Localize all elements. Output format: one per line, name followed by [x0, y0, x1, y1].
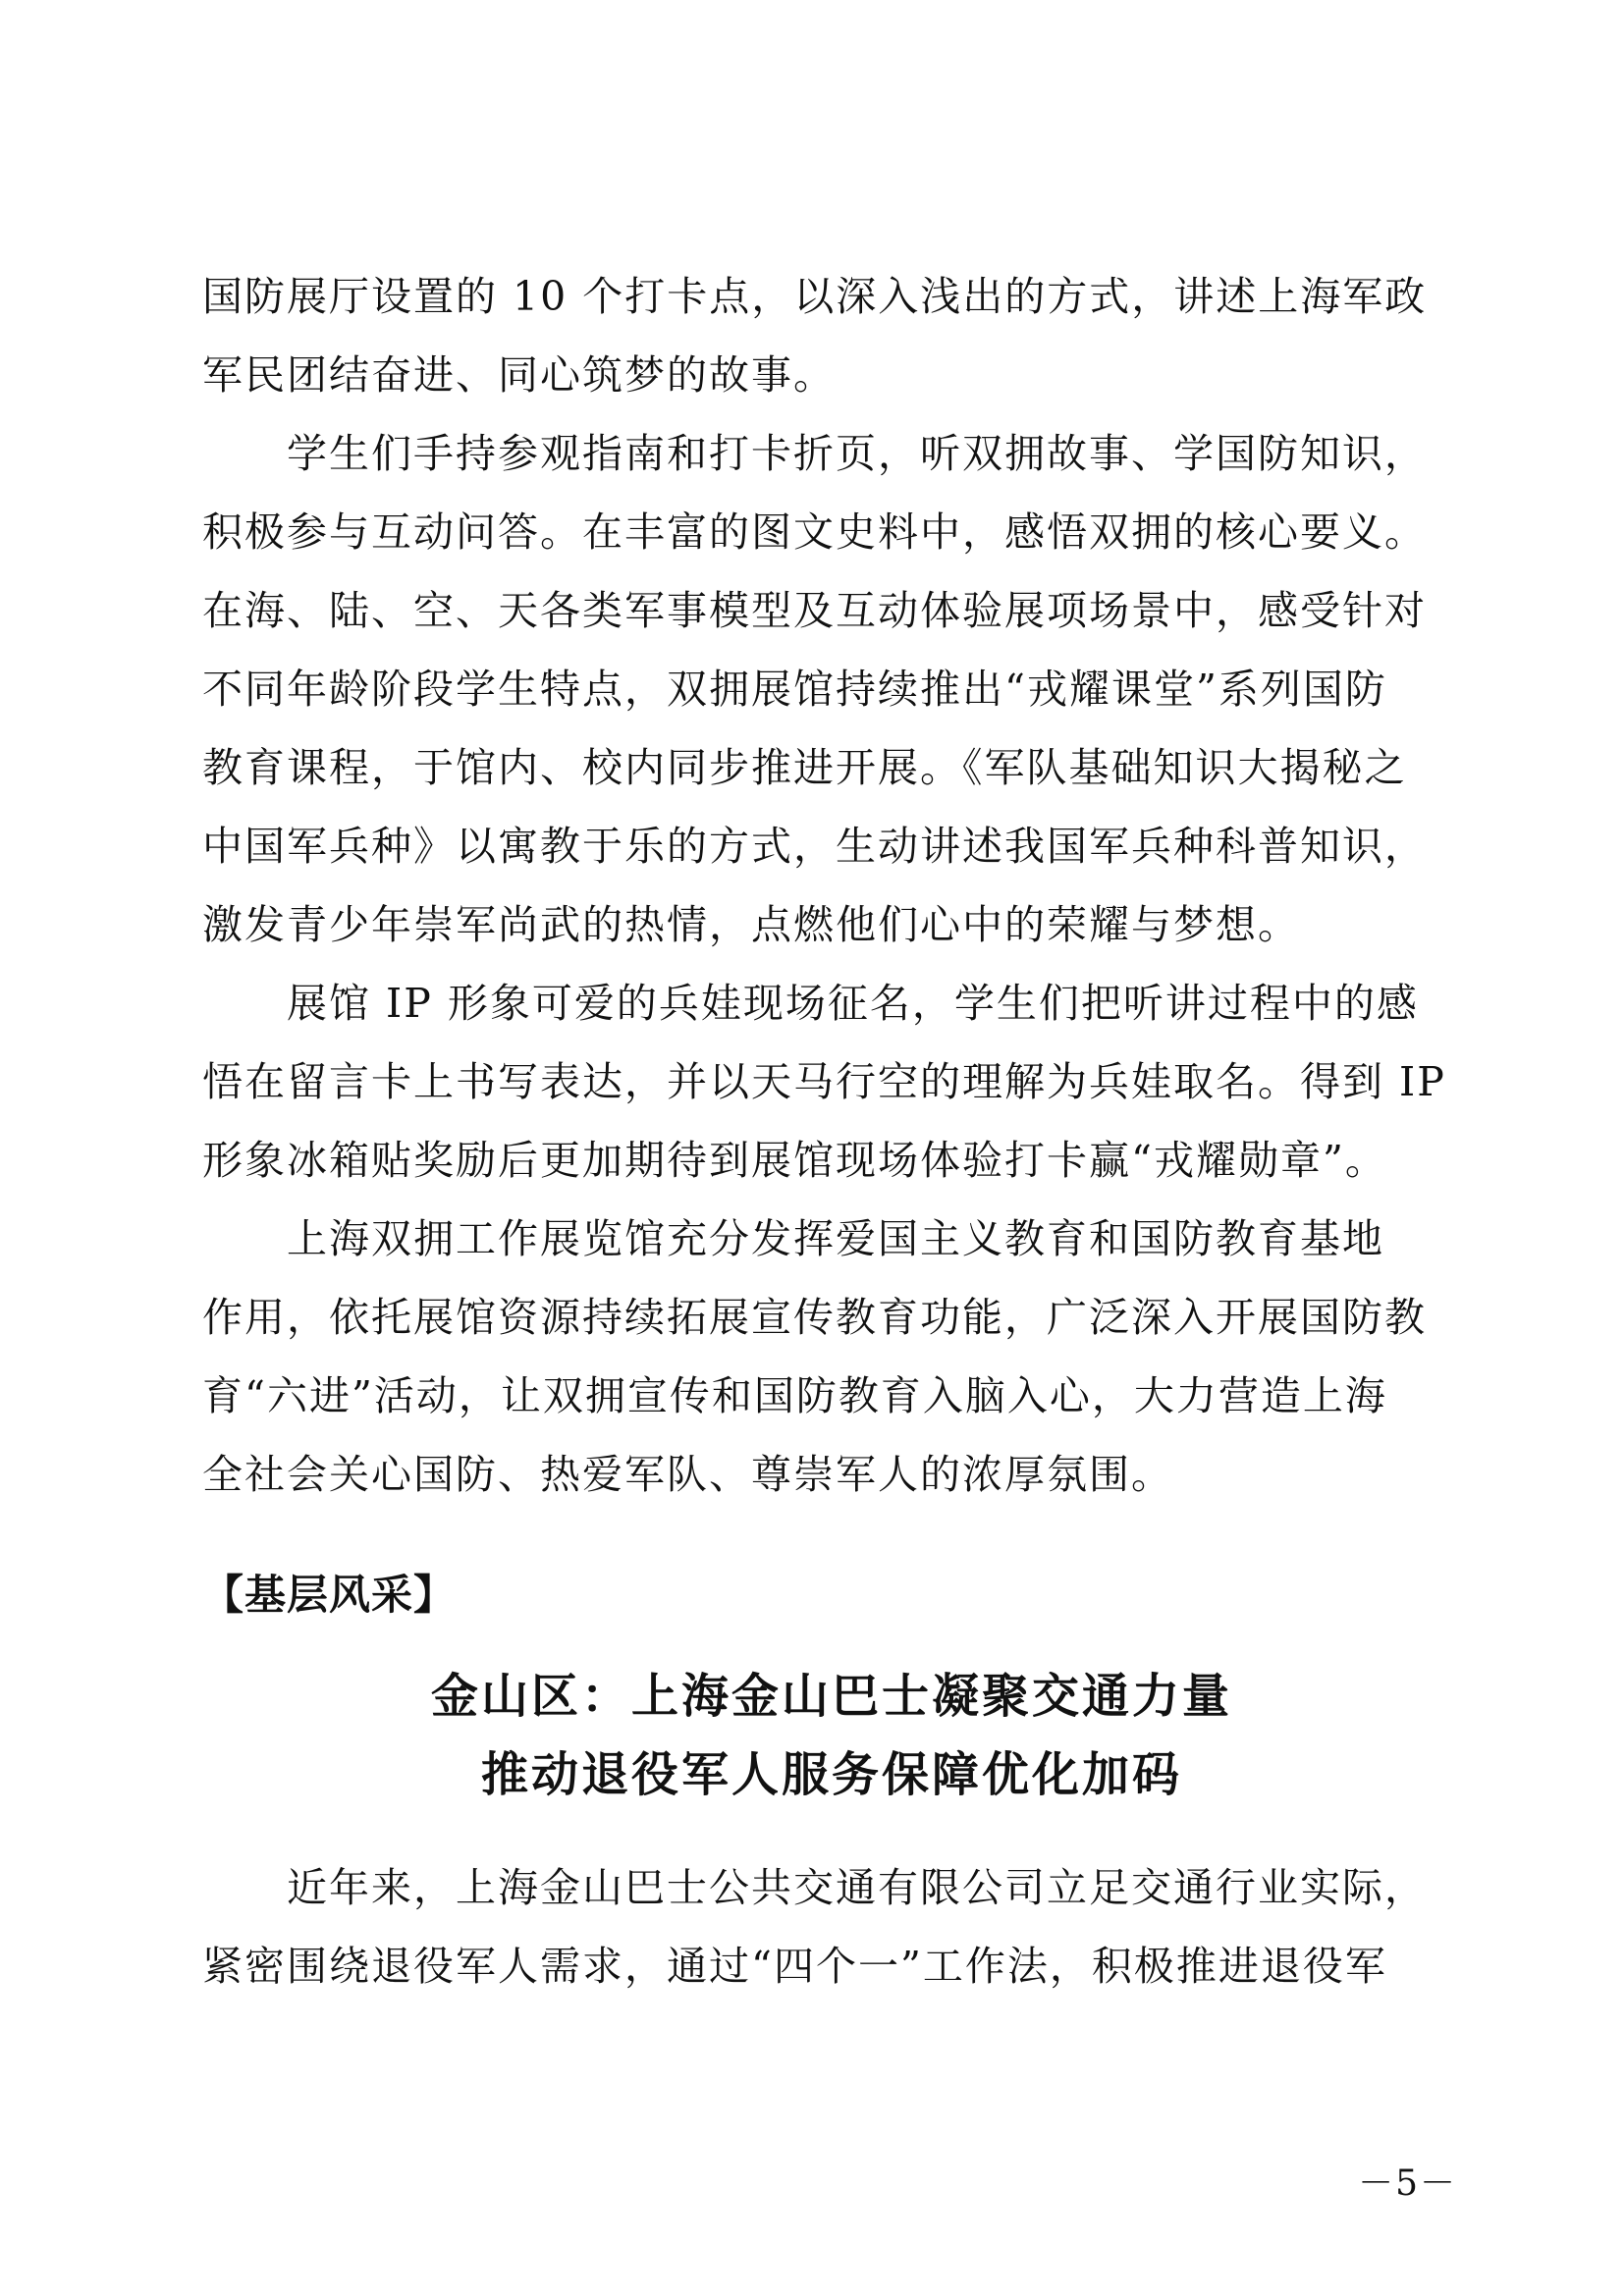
text-line: 学生们手持参观指南和打卡折页，听双拥故事、学国防知识， [202, 430, 1427, 477]
article-body [202, 1848, 1461, 2005]
text-line: 上海双拥工作展览馆充分发挥爱国主义教育和国防教育基地 [202, 1215, 1384, 1262]
text-line: 不同年龄阶段学生特点，双拥展馆持续推出“戎耀课堂”系列国防 [202, 666, 1387, 713]
text-line: 展馆 IP 形象可爱的兵娃现场征名，学生们把听讲过程中的感 [202, 980, 1419, 1027]
text-line: 育“六进”活动，让双拥宣传和国防教育入脑入心，大力营造上海 [202, 1372, 1387, 1419]
section-tag: 【基层风采】 [202, 1571, 457, 1619]
paragraph [202, 964, 1461, 1200]
text-line: 形象冰箱贴奖励后更加期待到展馆现场体验打卡赢“戎耀勋章”。 [202, 1137, 1387, 1184]
text-line: 全社会关心国防、热爱军队、尊崇军人的浓厚氛围。 [202, 1451, 1173, 1498]
paragraph [202, 257, 1461, 414]
page-number: －5－ [1358, 2163, 1457, 2204]
text-line: 中国军兵种》以寓教于乐的方式，生动讲述我国军兵种科普知识， [202, 823, 1427, 870]
text-line: 作用，依托展馆资源持续拓展宣传教育功能，广泛深入开展国防教 [202, 1294, 1427, 1341]
text-line: 悟在留言卡上书写表达，并以天马行空的理解为兵娃取名。得到 IP [202, 1058, 1446, 1105]
text-line: 国防展厅设置的 10 个打卡点，以深入浅出的方式，讲述上海军政 [202, 273, 1428, 320]
article-title-line-1: 金山区：上海金山巴士凝聚交通力量 [430, 1669, 1232, 1724]
text-line: 紧密围绕退役军人需求，通过“四个一”工作法，积极推进退役军 [202, 1943, 1387, 1990]
paragraph [202, 1200, 1461, 1514]
article-title-line-2: 推动退役军人服务保障优化加码 [480, 1747, 1182, 1802]
text-line: 军民团结奋进、同心筑梦的故事。 [202, 351, 836, 399]
text-line: 激发青少年崇军尚武的热情，点燃他们心中的荣耀与梦想。 [202, 901, 1300, 948]
paragraph [202, 414, 1461, 964]
text-line: 近年来，上海金山巴士公共交通有限公司立足交通行业实际， [202, 1864, 1427, 1911]
text-line: 教育课程，于馆内、校内同步推进开展。《军队基础知识大揭秘之 [202, 744, 1407, 791]
text-line: 在海、陆、空、天各类军事模型及互动体验展项场景中，感受针对 [202, 587, 1427, 634]
text-line: 积极参与互动问答。在丰富的图文史料中，感悟双拥的核心要义。 [202, 508, 1427, 556]
